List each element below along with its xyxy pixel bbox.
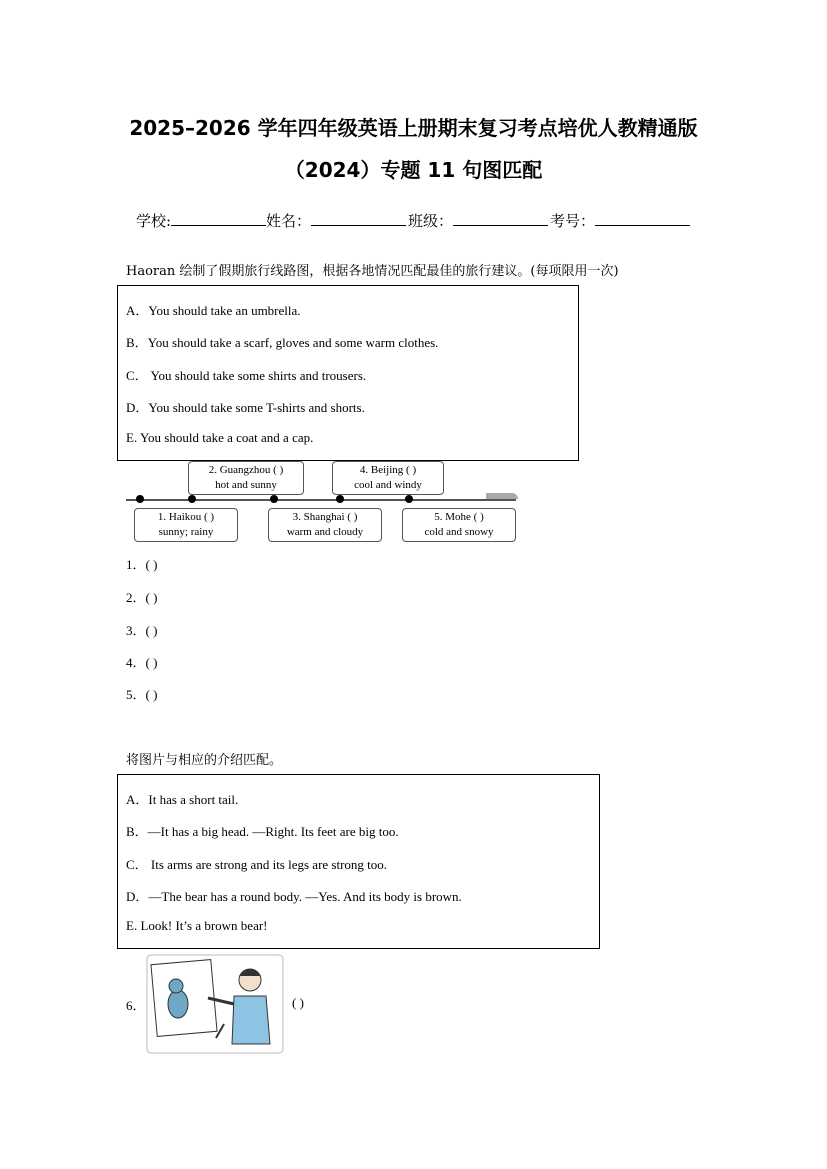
section2-instruction: 将图片与相应的介绍匹配。 — [126, 753, 283, 768]
option-c: C． Its arms are strong and its legs are strong too. — [126, 857, 388, 872]
option-d: D．You should take some T-shirts and shorts. — [126, 400, 365, 415]
stop-beijing: 4. Beijing ( ) cool and windy — [332, 461, 444, 495]
option-c: C． You should take some shirts and trousers. — [126, 368, 367, 383]
section1-instruction: Haoran 绘制了假期旅行线路图，根据各地情况匹配最佳的旅行建议。(每项限用一次) — [126, 264, 619, 279]
pin-icon — [270, 495, 278, 503]
option-e: E. Look! It’s a brown bear! — [126, 918, 268, 933]
question-6-number: 6． — [126, 998, 146, 1013]
train-icon — [486, 493, 518, 499]
name-field[interactable] — [266, 210, 406, 231]
pin-icon — [188, 495, 196, 503]
route-line — [126, 499, 516, 501]
stop-haikou: 1. Haikou ( ) sunny; rainy — [134, 508, 238, 542]
option-e: E. You should take a coat and a cap. — [126, 430, 314, 445]
pin-icon — [405, 495, 413, 503]
class-label: 班级： — [408, 212, 454, 230]
number-field[interactable] — [550, 210, 690, 231]
name-label: 姓名： — [266, 212, 312, 230]
title-line-1: 2025–2026 学年四年级英语上册期末复习考点培优人教精通版 — [129, 116, 698, 140]
answer-1[interactable]: 1．( ) — [126, 557, 158, 572]
school-field[interactable] — [136, 210, 266, 231]
stop-mohe: 5. Mohe ( ) cold and snowy — [402, 508, 516, 542]
answer-2[interactable]: 2．( ) — [126, 590, 158, 605]
title-line-2: （2024）专题 11 句图匹配 — [284, 158, 543, 182]
answer-6[interactable]: ( ) — [292, 995, 304, 1010]
number-label: 考号： — [550, 212, 596, 230]
section2-options-box — [117, 774, 600, 949]
pin-icon — [136, 495, 144, 503]
option-a: A．It has a short tail. — [126, 792, 239, 807]
answer-4[interactable]: 4．( ) — [126, 655, 158, 670]
option-a: A．You should take an umbrella. — [126, 303, 301, 318]
stop-guangzhou: 2. Guangzhou ( ) hot and sunny — [188, 461, 304, 495]
option-b: B．—It has a big head. —Right. Its feet are big too. — [126, 824, 399, 839]
pin-icon — [336, 495, 344, 503]
answer-5[interactable]: 5．( ) — [126, 687, 158, 702]
stop-shanghai: 3. Shanghai ( ) warm and cloudy — [268, 508, 382, 542]
option-b: B．You should take a scarf, gloves and some warm clothes. — [126, 335, 439, 350]
answer-3[interactable]: 3．( ) — [126, 623, 158, 638]
boy-painting-bear-illustration — [146, 954, 284, 1054]
class-field[interactable] — [408, 210, 548, 231]
school-label: 学校: — [136, 212, 172, 230]
section1-options-box — [117, 285, 579, 461]
option-d: D．—The bear has a round body. —Yes. And its body is brown. — [126, 889, 462, 904]
